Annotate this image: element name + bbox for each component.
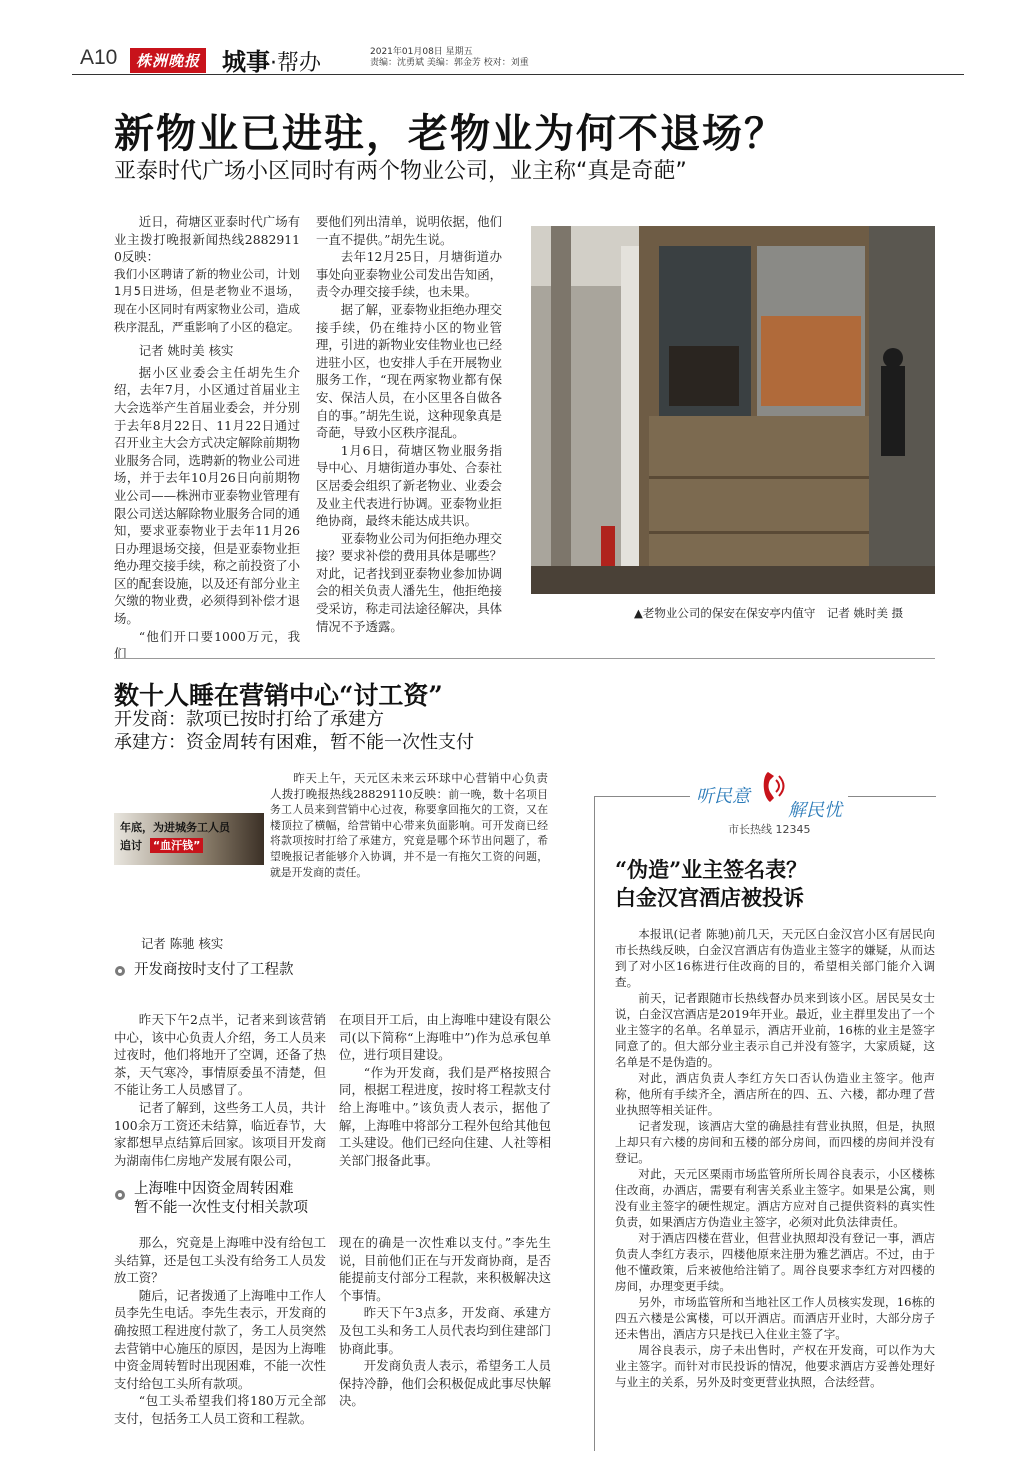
story1-column-2 [316,213,502,633]
story2-lead-text: 昨天上午，天元区未来云环球中心营销中心负责人拨打晚报热线28829110反映： [270,771,548,801]
phone-handset-icon [760,770,788,808]
story2-section2-column-1 [114,1234,326,1456]
bullet-ring-icon [115,1190,125,1200]
story3-headline-1: “伪造”业主签名表？ [615,857,808,882]
photo-caption: ▲老物业公司的保安在保安亭内值守 记者 姚时美 摄 [634,606,904,620]
story3-box-top-border [848,796,936,797]
story2-paragraph: 昨天下午3点多，开发商、承建方及包工头和务工人员代表均到住建部门协商此事。 [339,1305,551,1356]
page-number: A10 [80,46,118,69]
story2-section1-column-2 [339,1011,551,1167]
bullet-ring-icon [115,966,125,976]
badge-line-1: 年底，为进城务工人员 [120,821,230,834]
story1-column-1 [114,213,300,662]
story3-paragraph: 对于酒店四楼在营业，但营业执照却没有登记一事，酒店负责人李红方表示，四楼他原来注册为雅艺酒店。不过，由于他不懂政策，后来被他给注销了。周谷良要求李红方对四楼的房间，办理变更手续。 [615,1231,935,1293]
story1-paragraph: 据了解，亚泰物业拒绝办理交接手续，仍在维持小区的物业管理，引进的新物业安佳物业也已经进驻小区，也安排人手在开展物业服务工作，“现在两家物业都有保安、保洁人员，在小区里各自做各自的事。”胡先生说，这种现象真是奇葩，导致小区秩序混乱。 [316,301,502,441]
story1-paragraph: 据小区业委会主任胡先生介绍，去年7月，小区通过首届业主大会选举产生首届业委会，并分别于去年8月22日、11月22日通过召开业主大会方式决定解除前期物业服务合同，选聘新的物业公司进场，并于去年10月26日向前期物业公司——株洲市亚泰物业管理有限公司送达解除物业服务合同的通知，要求亚泰物业于去年11月26日办理退场交接，但是亚泰物业拒绝办理交接手续，称之前投资了小区的配套设施，以及还有部分业主欠缴的物业费，必须得到补偿才退场。 [114,364,300,627]
story2-lead-quote: 前一晚，数十名项目务工人员来到营销中心过夜，称要拿回拖欠的工资，又在楼顶拉了横幅，给营销中心带来负面影响。可开发商已经将款项按时打给了承建方，究竟是哪个环节出问题了，希望晚报记者能够介入协调，并不是一有拖欠工资的问题，就是开发商的责任。 [270,787,549,879]
hotline-label: 市长热线 12345 [728,823,811,836]
section-sub-name: ·帮办 [270,51,321,76]
story1-paragraph: 要他们列出清单，说明依据，他们一直不提供。”胡先生说。 [316,214,502,247]
issue-date: 2021年01月08日 星期五 [370,47,473,57]
section-title [222,42,321,77]
story2-headline: 数十人睡在营销中心“讨工资” [114,681,443,710]
story3-paragraph: 对此，酒店负责人李红方矢口否认伪造业主签字。他声称，他所有手续齐全，酒店所在的四、五、六楼，都办理了营业执照等相关证件。 [615,1071,935,1117]
story3-body [615,926,935,1454]
story2-section1-heading: 开发商按时支付了工程款 [134,962,294,978]
story1-byline: 记者 姚时美 核实 [138,343,234,359]
story2-section2-heading-1: 上海唯中因资金周转困难 [134,1181,294,1197]
section-name: 城事 [222,48,270,76]
story1-subhead: 亚泰时代广场小区同时有两个物业公司，业主称“真是奇葩” [114,159,687,184]
masthead-rule [72,74,964,75]
story2-paragraph: 随后，记者拨通了上海唯中工作人员李先生电话。李先生表示，开发商的确按照工程进度付款了，务工人员突然去营销中心施压的原因，是因为上海唯中资金周转暂时出现困难，不能一次性支付给包工头所有款项。 [114,1287,326,1391]
story1-paragraph: “他们开口要1000万元，我们 [114,628,300,662]
story2-paragraph: “作为开发商，我们是严格按照合同，根据工程进度，按时将工程款支付给上海唯中。”该负责人表示，据他了解，上海唯中将部分工程外包给其他包工头建设。他们已经向住建、人社等相关部门报备此事。 [339,1064,551,1168]
story2-byline: 记者 陈驰 核实 [141,936,224,951]
badge-line-2: 追讨 [120,839,142,852]
story1-paragraph: 去年12月25日，月塘街道办事处向亚泰物业公司发出告知函，责令办理交接手续，也未果。 [316,249,502,300]
security-booth-illustration [531,226,935,594]
story3-headline-2: 白金汉宫酒店被投诉 [615,885,804,910]
story2-paragraph: 在项目开工后，由上海唯中建设有限公司(以下简称“上海唯中”)作为总承包单位，进行项目建设。 [339,1012,551,1063]
story2-paragraph: 现在的确是一次性难以支付。”李先生说，目前他们正在与开发商协商，是否能提前支付部分工程款，来积极解决这个事情。 [339,1235,551,1303]
story3-box-top-border [594,796,690,797]
story2-deck-developer: 开发商：款项已按时打给了承建方 [114,709,384,730]
story1-paragraph: 1月6日，荷塘区物业服务指导中心、月塘街道办事处、合泰社区居委会组织了新老物业、业委会及业主代表进行协调。亚泰物业拒绝协商，最终未能达成共识。 [316,442,502,529]
story2-paragraph: 开发商负责人表示，希望务工人员保持冷静，他们会积极促成此事尽快解决。 [339,1358,551,1409]
story1-lead-quote: 我们小区聘请了新的物业公司，计划1月5日进场，但是老物业不退场，现在小区同时有两家物业公司，造成秩序混乱，严重影响了小区的稳定。 [114,266,300,334]
story3-paragraph: 周谷良表示，房子未出售时，产权在开发商，可以作为大业主签字。而针对市民投诉的情况，他要求酒店方妥善处理好与业主的关系，另外及时变更营业执照，合法经营。 [615,1343,935,1389]
story3-paragraph: 前天，记者跟随市长热线督办员来到该小区。居民吴女士说，白金汉宫酒店是2019年开业。最近，业主群里发出了一个业主签字的名单。名单显示，酒店开业前，16栋的业主是签字同意了的。但大部分业主表示自己并没有签字，大家质疑，这名单是不是伪造的。 [615,991,935,1069]
story3-paragraph: 另外，市场监管所和当地社区工作人员核实发现，16栋的四五六楼是公寓楼，可以开酒店。而酒店开业时，大部分房子还未售出，酒店方只是找已入住业主签了字。 [615,1295,935,1341]
column-logo-right: 解民忧 [788,800,842,821]
story2-paragraph: 记者了解到，这些务工人员，共计100余万工资还未结算，临近春节，大家都想早点结算后回家。该项目开发商为湖南伟仁房地产发展有限公司， [114,1099,326,1168]
story2-section2-heading-2: 暂不能一次性支付相关款项 [134,1200,308,1216]
story3-paragraph: 记者发现，该酒店大堂的确悬挂有营业执照，但是，执照上却只有六楼的房间和五楼的部分房间，而四楼的房间并没有登记。 [615,1119,935,1165]
security-booth-photo [531,226,935,594]
story1-headline: 新物业已进驻，老物业为何不退场？ [114,111,786,157]
story2-deck-contractor: 承建方：资金周转有困难，暂不能一次性支付 [114,732,474,753]
editors-line: 责编：沈勇斌 美编：郭金芳 校对：刘重 [370,58,529,68]
campaign-badge [114,813,264,865]
column-logo-left: 听民意 [696,786,750,807]
story1-paragraph: 亚泰物业公司为何拒绝办理交接？要求补偿的费用具体是哪些？对此，记者找到亚泰物业参加协调会的相关负责人潘先生，他拒绝接受采访，称走司法途径解决，具体情况不予透露。 [316,530,502,634]
story2-paragraph: “包工头希望我们将180万元全部支付，包括务工人员工资和工程款。 [114,1393,326,1426]
story3-paragraph: 对此，天元区栗雨市场监管所所长周谷良表示，小区楼栋住改商，办酒店，需要有利害关系业主签字。如果是公寓，则没有业主签字的硬性规定。酒店方应对自己提供资料的真实性负责，如果酒店方伪造业主签字，必须对此负法律责任。 [615,1167,935,1229]
newspaper-logo: 株洲晚报 [130,48,206,73]
story1-lead-text: 近日，荷塘区亚泰时代广场有业主拨打晚报新闻热线28829110反映： [114,214,300,265]
story2-section2-column-2 [339,1234,551,1456]
story-divider [114,658,935,659]
story3-paragraph: 本报讯(记者 陈驰)前几天，天元区白金汉宫小区有居民向市长热线反映，白金汉宫酒店有伪造业主签字的嫌疑，从而达到了对小区16栋进行住改商的目的，希望相关部门能介入调查。 [615,927,935,989]
badge-highlight: “血汗钱” [150,838,203,853]
story2-paragraph: 那么，究竟是上海唯中没有给包工头结算，还是包工头没有给务工人员发放工资？ [114,1235,326,1286]
story2-section1-column-1 [114,1011,326,1167]
story2-lead [270,771,548,901]
story2-paragraph: 昨天下午2点半，记者来到该营销中心，该中心负责人介绍，务工人员来过夜时，他们将地开了空调，还备了热茶，天气寒冷，事情原委虽不清楚，但不能让务工人员感冒了。 [114,1012,326,1098]
story3-box-left-border [594,796,595,1451]
